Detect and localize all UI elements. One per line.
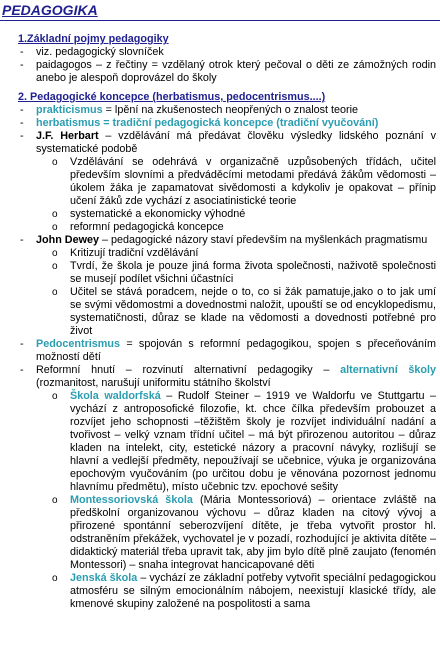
sub-text: Tvrdí, že škola je pouze jiná forma života společnosti, naživotě společnosti se musejí podílet všichni účastníci xyxy=(70,260,436,285)
list-item-dewey xyxy=(0,234,440,338)
item-text: = tradiční pedagogická koncepce (tradiční vyučování) xyxy=(100,117,379,129)
sub-text: Kritizují tradiční vzdělávání xyxy=(70,247,199,259)
item-text: viz. pedagogický slovníček xyxy=(36,46,164,58)
sub-item-montessori xyxy=(36,494,436,572)
list-item-herbart xyxy=(0,130,440,234)
sub-item xyxy=(36,286,436,338)
list-item xyxy=(0,46,440,59)
section-2-list xyxy=(0,104,440,611)
list-item-herbatismus xyxy=(0,117,440,130)
alternative-schools-sublist xyxy=(36,390,436,611)
term: alternativní školy xyxy=(340,364,436,376)
sub-item xyxy=(36,260,436,286)
sub-item-waldorf xyxy=(36,390,436,494)
section-2 xyxy=(0,91,440,611)
item-text: paidagogos – z řečtiny = vzdělaný otrok který pečoval o děti ze zámožných rodin anebo je alespoň doprovázel do školy xyxy=(36,59,436,84)
list-item-prakticismus xyxy=(0,104,440,117)
list-item-reformni-hnuti xyxy=(0,364,440,611)
sub-item xyxy=(36,221,436,234)
sub-text: systematické a ekonomicky výhodné xyxy=(70,208,246,220)
sub-item xyxy=(36,156,436,208)
term: John Dewey xyxy=(36,234,99,246)
term: herbatismus xyxy=(36,117,101,129)
item-text: = lpění na zkušenostech neopřených o znalost teorie xyxy=(102,104,359,116)
item-text: = spojován s reformní pedagogikou, spojen s přeceňováním možností dětí xyxy=(36,338,436,363)
item-text: (rozmanitost, narušují uniformitu státního školství xyxy=(36,377,271,389)
term: Pedocentrismus xyxy=(36,338,121,350)
herbart-sublist xyxy=(36,156,436,234)
sub-term: Škola waldorfská xyxy=(70,390,161,402)
sub-text: Vzdělávání se odehrává v organizačně uzpůsobených třídách, učitel především slovními a předváděcími metodami předává žákům vědomosti – úkolem žáka je zapamatovat sivědomosti a kdykoliv je opakovat – přínip učení žáků zde vychází z asociatinistické teorie xyxy=(70,156,436,207)
sub-item xyxy=(36,208,436,221)
section-1-heading: 1.Základní pojmy pedagogiky xyxy=(18,33,169,45)
sub-term: Jenská škola xyxy=(70,572,138,584)
list-item xyxy=(0,59,440,85)
term: J.F. Herbart xyxy=(36,130,99,142)
document-title: PEDAGOGIKA xyxy=(2,2,98,18)
section-2-heading: 2. Pedagogické koncepce (herbatismus, pedocentrismus....) xyxy=(18,91,326,103)
sub-item-jena xyxy=(36,572,436,611)
sub-item xyxy=(36,247,436,260)
section-1 xyxy=(0,33,440,85)
item-lead: Reformní hnutí – rozvinutí alternativní pedagogiky – xyxy=(36,364,341,376)
sub-text: – Rudolf Steiner – 1919 ve Waldorfu ve Stuttgartu – vychází z antroposofické filozofie, kt. chce čílka především probouzet a rozvíjet jeho schopnosti –těžištěm školy je rozvíjet individuální nadání a tvořivost – velký vznam třídní učitel – má být přirozenou autoritou – důraz kladen na intelekt, city, estetické názory a pracovní návyky, rozlišují se hlavní a vedlejší předměty, nepoužívají se učebnice, výuka je organizována epochovým vyučováním (po určitou dobu je věnována pozornost jednomu hlavnímu předmětu), místo učebnic tzv. epochové sešity xyxy=(70,390,436,493)
item-text: – vzdělávání má předávat člověku výsledky lidského poznání v systematické podobě xyxy=(36,130,437,155)
sub-text: Učitel se stává poradcem, nejde o to, co si žák pamatuje,jako o to jak umí se svými vědomostmi a dovednostmi naložit, upouští se od encyklopedismu, systematičnosti, důraz se klade na vědomosti a dovednosti potřebné pro život xyxy=(70,286,436,337)
dewey-sublist xyxy=(36,247,436,338)
list-item-pedocentrismus xyxy=(0,338,440,364)
sub-text: reformní pedagogická koncepce xyxy=(70,221,224,233)
sub-text: – vychází ze základní potřeby vytvořit speciální pedagogickou atmosféru se silným emocionálním nábojem, neexistují klasické třídy, ale kmenové skupiny založené na pospolitosti a sama xyxy=(70,572,437,610)
title-divider xyxy=(0,20,440,21)
item-text: – pedagogické názory staví především na myšlenkách pragmatismu xyxy=(99,234,428,246)
term: prakticismus xyxy=(36,104,103,116)
section-1-list xyxy=(0,46,440,85)
sub-term: Montessoriovská škola xyxy=(70,494,193,506)
sub-text: (Mária Montessoriová) – orientace zvláště na předškolní organizovanou výchovu – důraz kladen na citový vývoj a přirozené spontánní seberozvíjení dítěte, je třeba vytvořit prostor hl. odstraněním překážek, vychovatel je v pozadí, rozhodující je aktivita dítěte – didaktický materiál třeba upravit tak, aby jim bylo dítě plně zaujato (fenomén Montessori) – snaha integrovat hancicapované děti xyxy=(70,494,436,571)
